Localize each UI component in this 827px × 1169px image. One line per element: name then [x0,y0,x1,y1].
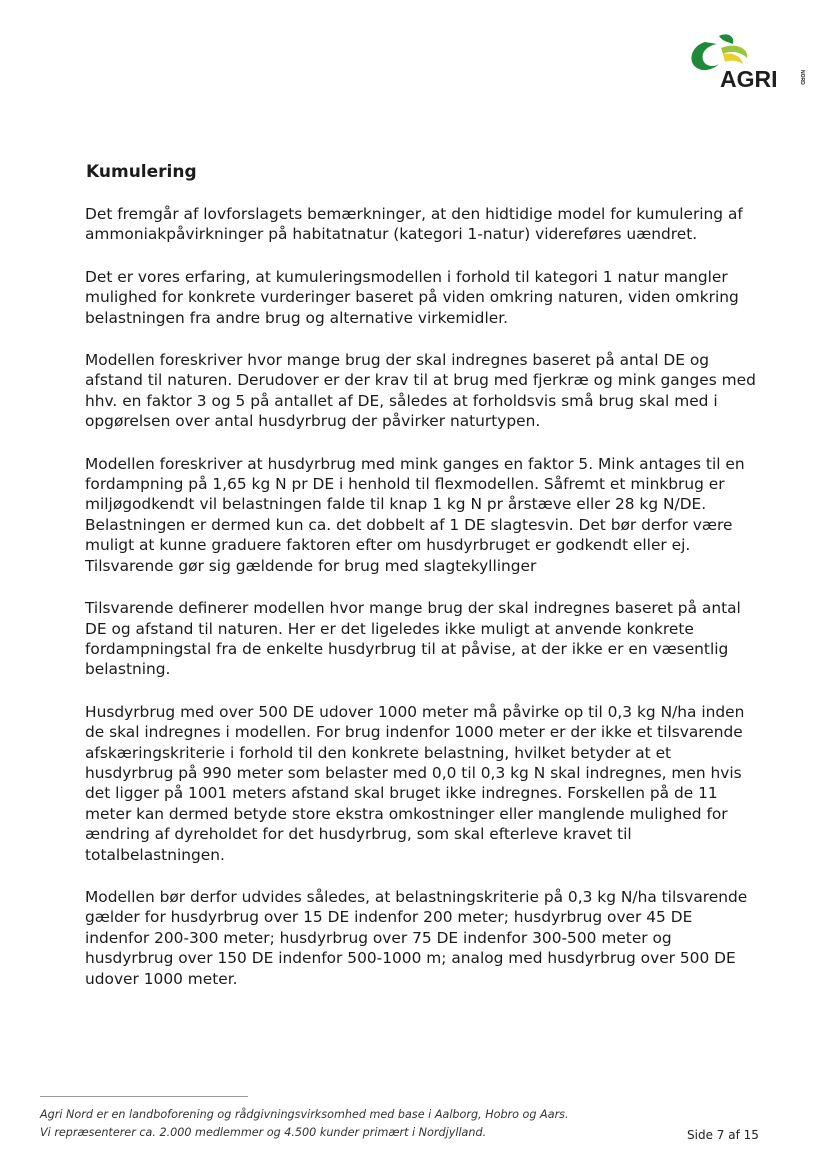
paragraph: Modellen bør derfor udvides således, at belastningskriterie på 0,3 kg N/ha tilsvarende gælder for husdyrbrug over 15 DE indenfor 200 meter; husdyrbrug over 45 DE indenfor 200-300 meter; husdyrbrug over 75 DE indenfor 300-500 meter og husdyrbrug over 150 DE indenfor 500-1000 m; analog med husdyrbrug over 500 DE udover 1000 meter. [85,887,748,988]
paragraph: Det er vores erfaring, at kumuleringsmodellen i forhold til kategori 1 natur mangler mulighed for konkrete vurderinger baseret på viden omkring naturen, viden omkring belastningen fra andre brug og alternative virkemidler. [85,267,739,327]
body-text [85,204,757,1011]
paragraph: Husdyrbrug med over 500 DE udover 1000 meter må påvirke op til 0,3 kg N/ha inden de skal indregnes i modellen. For brug indenfor 1000 meter er der ikke et tilsvarende afskæringskriterie i forhold til den konkrete belastning, hvilket betyder at et husdyrbrug på 990 meter som belaster med 0,0 til 0,3 kg N skal indregnes, men hvis det ligger på 1001 meters afstand skal bruget ikke indregnes. Forskellen på de 11 meter kan dermed betyde store ekstra omkostninger eller manglende mulighed for ændring af dyreholdet for det husdyrbrug, som skal efterleve kravet til totalbelastningen. [85,702,745,864]
footer-line-2: Vi repræsenterer ca. 2.000 medlemmer og 4.500 kunder primært i Nordjylland. [40,1126,487,1139]
footer-divider [40,1096,248,1097]
paragraph: Tilsvarende definerer modellen hvor mange brug der skal indregnes baseret på antal DE og afstand til naturen. Her er det ligeledes ikke muligt at anvende konkrete fordampningstal fra de enkelte husdyrbrug til at påvise, at der ikke er en væsentlig belastning. [85,599,741,679]
paragraph: Det fremgår af lovforslagets bemærkninger, at den hidtidige model for kumulering af ammoniakpåvirkninger på habitatnatur (kategori 1-natur) videreføres uændret. [85,205,743,244]
logo-wordmark: AGRI [720,66,778,92]
footer-line-1: Agri Nord er en landboforening og rådgivningsvirksomhed med base i Aalborg, Hobro og Aars. [40,1108,569,1121]
paragraph: Modellen foreskriver hvor mange brug der skal indregnes baseret på antal DE og afstand til naturen. Derudover er der krav til at brug med fjerkræ og mink ganges med hhv. en faktor 3 og 5 på antallet af DE, således at forholdsvis små brug skal med i opgørelsen over antal husdyrbrug der påvirker naturtypen. [85,351,756,431]
footer-text [40,1106,569,1142]
page-number: Side 7 af 15 [687,1128,759,1142]
paragraph: Modellen foreskriver at husdyrbrug med mink ganges en faktor 5. Mink antages til en fordampning på 1,65 kg N pr DE i henhold til flexmodellen. Såfremt et minkbrug er miljøgodkendt vil belastningen falde til knap 1 kg N pr årstæve eller 28 kg N/DE. Belastningen er dermed kun ca. det dobbelt af 1 DE slagtesvin. Det bør derfor være muligt at kunne graduere faktoren efter om husdyrbruget er godkendt eller ej. Tilsvarende gør sig gældende for brug med slagtekyllinger [85,454,745,575]
logo-subtext: NORD [799,70,805,85]
section-heading: Kumulering [86,162,197,182]
